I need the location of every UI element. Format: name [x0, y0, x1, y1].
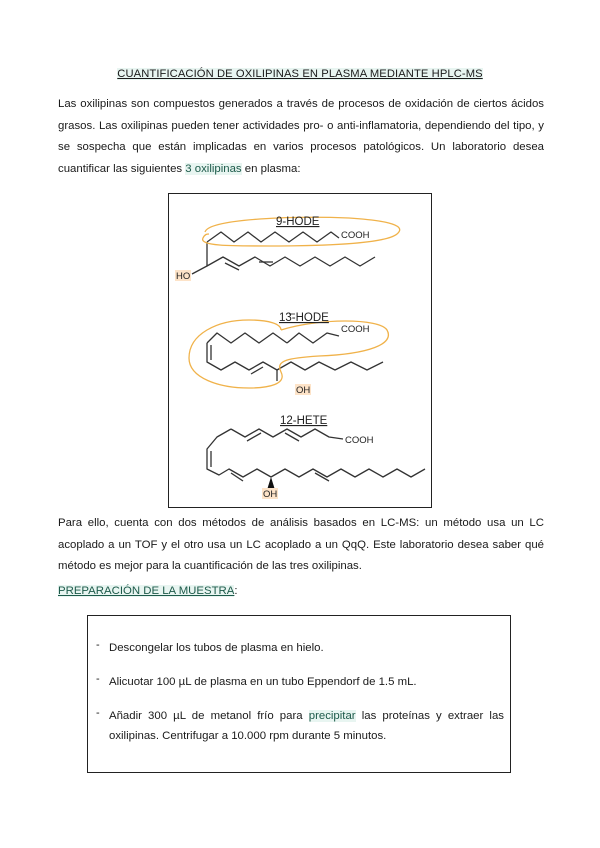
12-hete-cooh: COOH — [345, 435, 374, 446]
structures-svg — [169, 194, 433, 509]
13-hode-label: 13-HODE — [279, 312, 329, 324]
13-hode-oh: OH — [296, 385, 311, 396]
12-hete-label: 12-HETE — [280, 415, 328, 427]
9-hode-label: 9-HODE — [276, 216, 320, 228]
12-hete-left-ring — [207, 429, 271, 477]
step-2-bullet: - — [96, 673, 100, 685]
9-hode-cooh: COOH — [341, 230, 370, 241]
13-hode-acid-chain — [287, 333, 339, 343]
preparation-title: PREPARACIÓN DE LA MUESTRA — [58, 585, 235, 597]
13-hode-cooh: COOH — [341, 324, 370, 335]
step-3-text-end: las proteínas y extraer las oxilipinas. Centrifugar a 10.000 rpm durante 5 minutos. — [109, 710, 504, 742]
13-hode-upper-chain — [207, 333, 287, 343]
oxylipin-structures-figure — [168, 193, 432, 508]
step-1 — [96, 638, 504, 658]
page-title — [0, 68, 600, 80]
step-3-bullet: - — [96, 707, 100, 719]
preparation-steps-box — [87, 615, 511, 773]
title-text: CUANTIFICACIÓN DE OXILIPINAS EN PLASMA MEDIANTE HPLC-MS — [117, 68, 483, 80]
step-2 — [96, 672, 504, 692]
12-hete-lower-chain — [271, 469, 425, 477]
9-hode-ho: HO — [176, 271, 191, 282]
step-3-highlight: precipitar — [308, 710, 356, 722]
step-2-text: Alicuotar 100 µL de plasma en un tubo Eppendorf de 1.5 mL. — [109, 676, 417, 688]
preparation-heading — [58, 585, 238, 597]
step-1-bullet: - — [96, 639, 100, 651]
step-3-text-start: Añadir 300 µL de metanol frío para — [109, 710, 309, 722]
step-1-text: Descongelar los tubos de plasma en hielo. — [109, 642, 324, 654]
intro-text-end: en plasma: — [241, 162, 301, 175]
12-hete-oh: OH — [263, 489, 278, 500]
step-3-text — [109, 706, 504, 746]
13-hode-ring-chain — [207, 343, 383, 370]
preparation-title-colon: : — [234, 585, 238, 597]
intro-text: Las oxilipinas son compuestos generados a través de procesos de oxidación de ciertos ácidos grasos. Las oxilipinas pueden tener actividades pro- o anti-inflamatoria, dependiendo del tipo, y se sospecha que están implicadas en varios procesos patológicos. Un laboratorio desea cuantificar las siguientes — [58, 98, 544, 175]
intro-highlight: 3 oxilipinas — [185, 162, 242, 175]
methods-paragraph: Para ello, cuenta con dos métodos de análisis basados en LC-MS: un método usa un LC acoplado a un TOF y el otro usa un LC acoplado a un QqQ. Este laboratorio desea saber qué método es mejor para la cuantificación de las tres oxilipinas. — [58, 517, 544, 573]
step-3 — [96, 706, 504, 746]
9-hode-acid-chain — [207, 232, 339, 242]
intro-paragraph — [58, 94, 544, 180]
